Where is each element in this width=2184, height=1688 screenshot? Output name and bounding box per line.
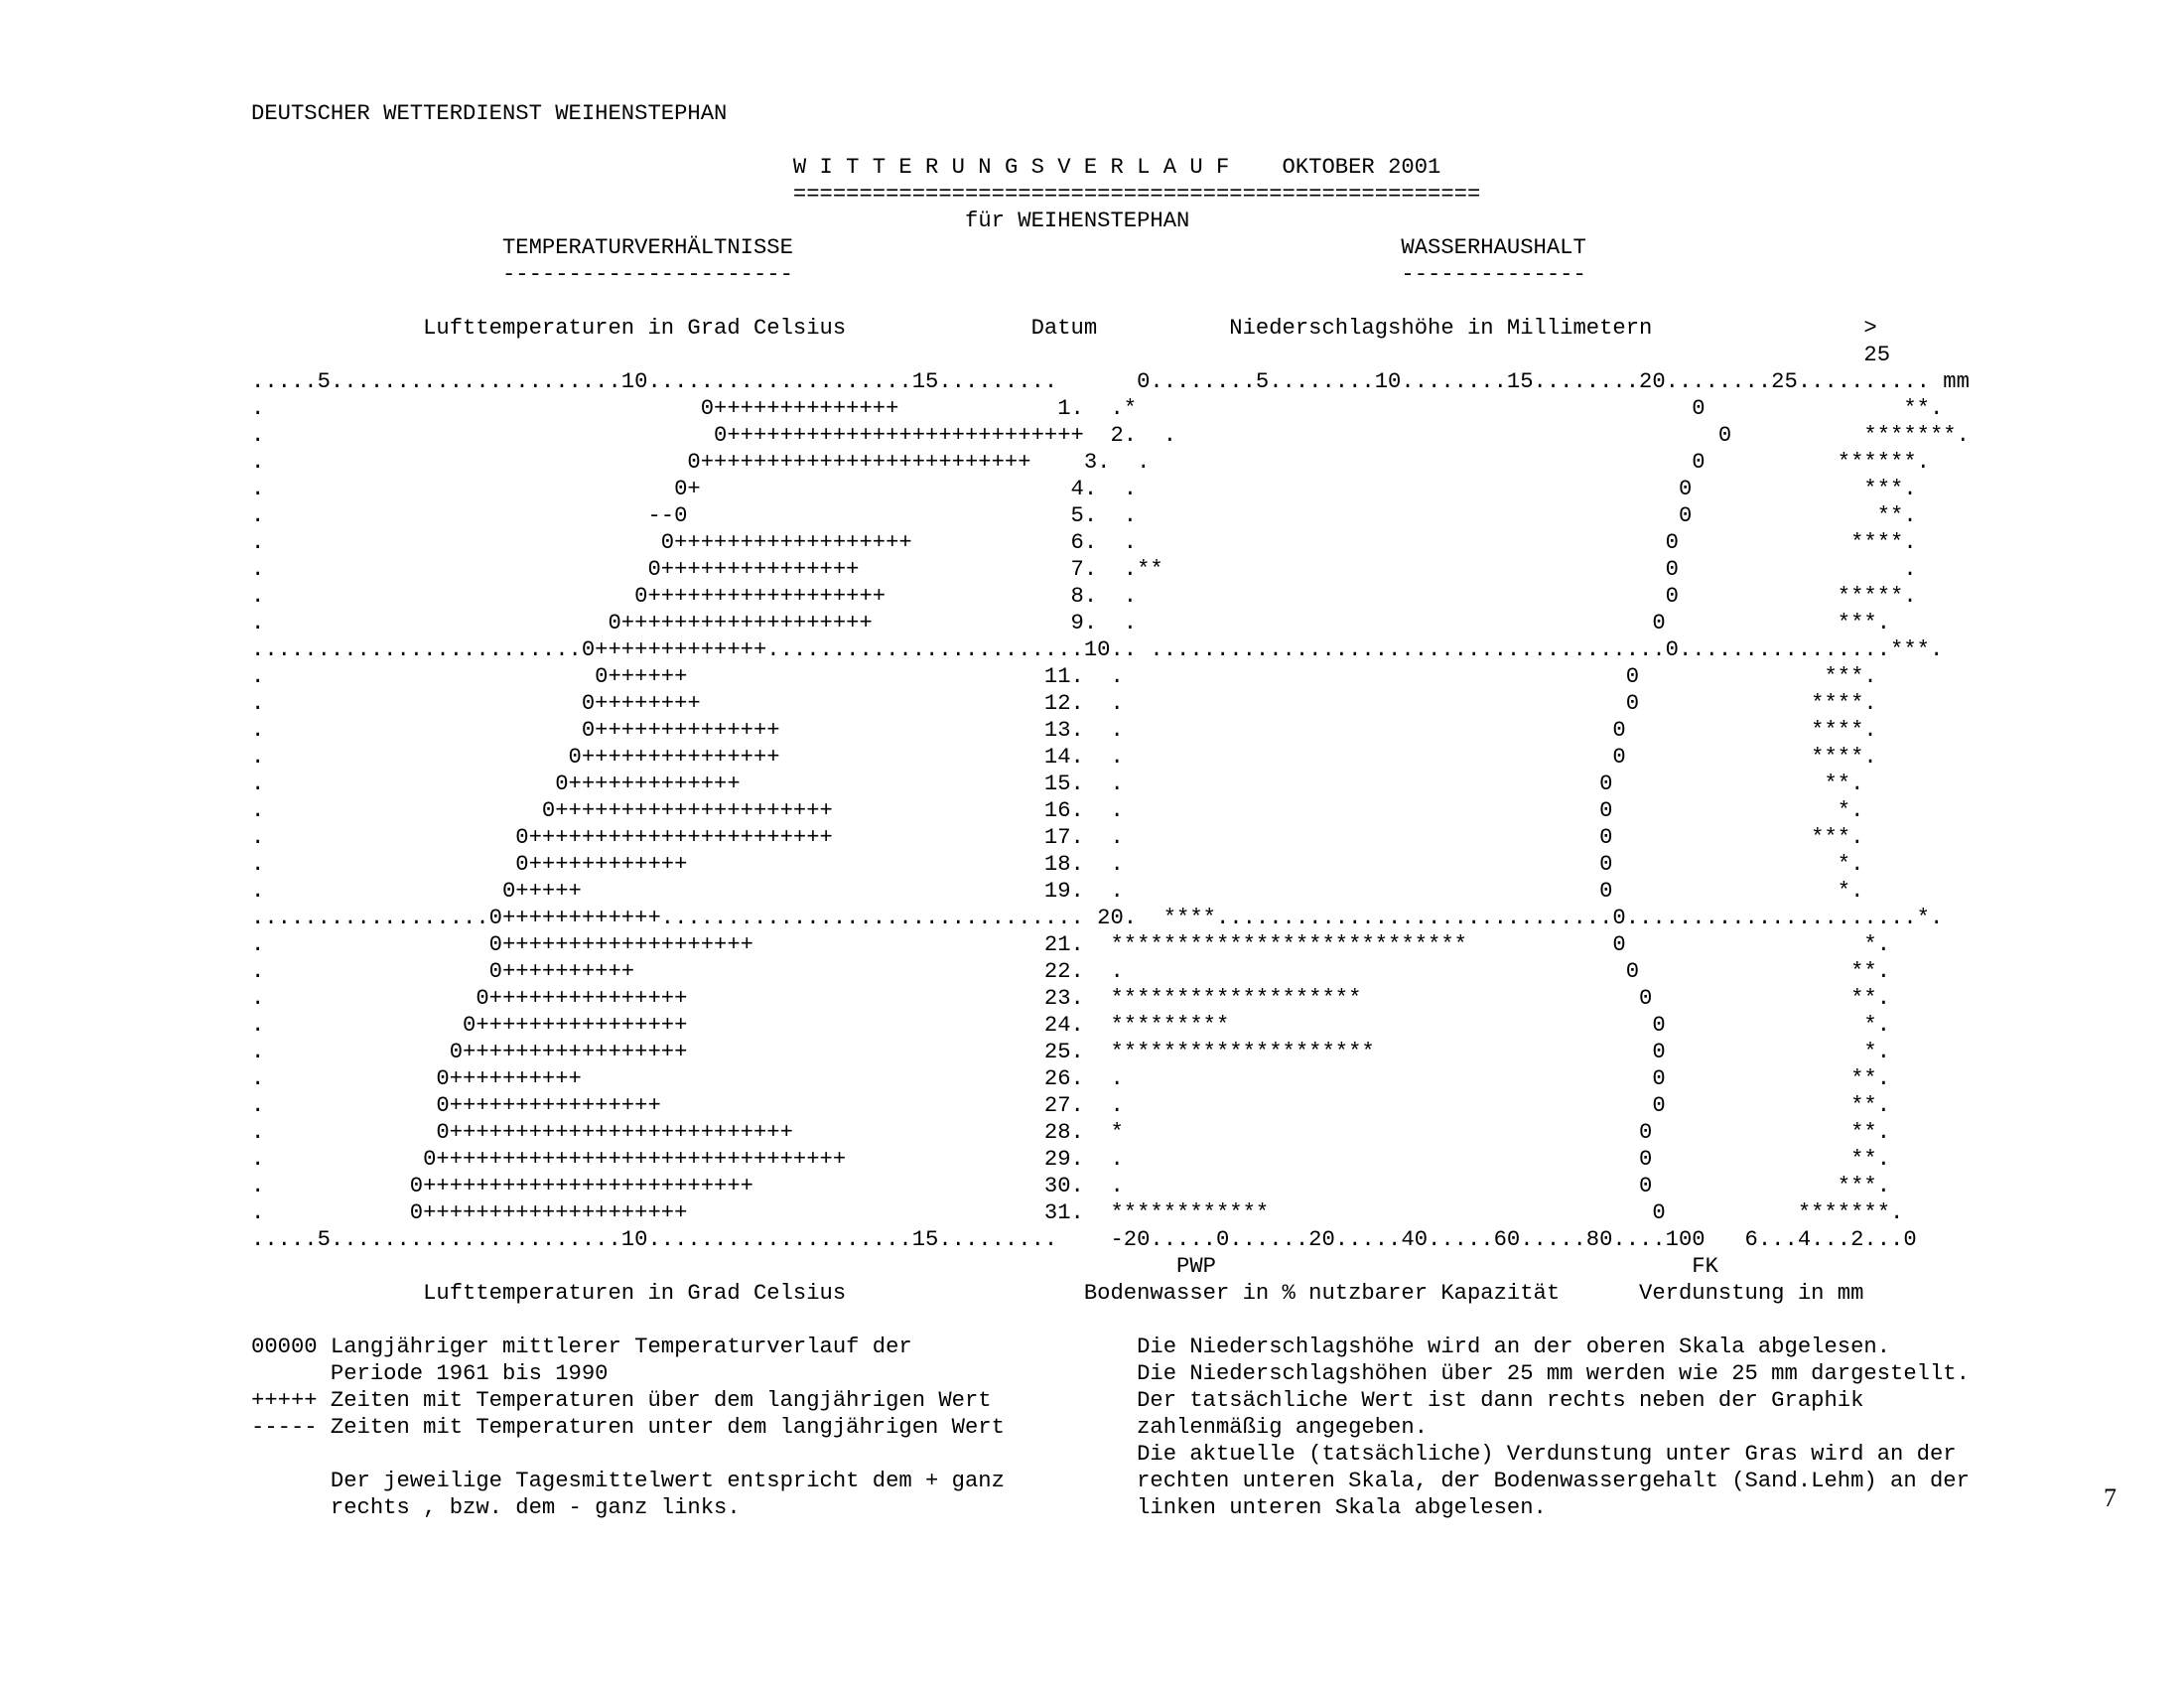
legend-line-6: Der jeweilige Tagesmittelwert entspricht dem + ganz rechten unteren Skala, der Bodenwassergehalt (Sand.Lehm) an der xyxy=(251,1469,1970,1493)
chart-line-14: . 0++++++ 11. . 0 ***. xyxy=(251,664,1877,689)
chart-line-23: ..................0++++++++++++................................ 20. ****..............................0......................*. xyxy=(251,906,1944,930)
chart-line-13: .........................0+++++++++++++........................10.. .......................................0................***. xyxy=(251,637,1944,662)
section-right-rule: -------------- xyxy=(1401,262,1586,287)
chart-line-7: . 0+ 4. . 0 ***. xyxy=(251,477,1917,501)
chart-line-34: . 0++++++++++++++++++++ 31. ************ 0 *******. xyxy=(251,1200,1904,1225)
weather-report xyxy=(251,100,1970,1521)
weather-chart xyxy=(251,315,1970,1307)
legend-line-3: +++++ Zeiten mit Temperaturen über dem langjährigen Wert Der tatsächliche Wert ist dann rechts neben der Graphik xyxy=(251,1388,1864,1413)
section-left-rule: ---------------------- xyxy=(501,262,793,287)
chart-line-9: . 0++++++++++++++++++ 6. . 0 ****. xyxy=(251,530,1917,555)
chart-line-35: .....5......................10....................15......... -20.....0......20.....40.....60.....80....100 6...4...2...0 xyxy=(251,1227,1917,1252)
chart-line-18: . 0+++++++++++++ 15. . 0 **. xyxy=(251,772,1864,796)
chart-line-22: . 0+++++ 19. . 0 *. xyxy=(251,879,1864,904)
chart-line-24: . 0+++++++++++++++++++ 21. *************************** 0 *. xyxy=(251,932,1891,957)
chart-line-25: . 0++++++++++ 22. . 0 **. xyxy=(251,959,1891,984)
report-subtitle: für WEIHENSTEPHAN xyxy=(965,209,1190,233)
legend-line-2: Periode 1961 bis 1990 Die Niederschlagshöhen über 25 mm werden wie 25 mm dargestellt. xyxy=(251,1361,1970,1386)
chart-line-2: 25 xyxy=(251,343,1891,367)
chart-line-20: . 0+++++++++++++++++++++++ 17. . 0 ***. xyxy=(251,825,1864,850)
legend-line-5: Die aktuelle (tatsächliche) Verdunstung unter Gras wird an der xyxy=(251,1442,1957,1467)
chart-line-19: . 0+++++++++++++++++++++ 16. . 0 *. xyxy=(251,798,1864,823)
chart-line-3: .....5......................10....................15......... 0........5........10........15........20........25.......... mm xyxy=(251,369,1970,394)
chart-line-16: . 0++++++++++++++ 13. . 0 ****. xyxy=(251,718,1877,743)
chart-line-31: . 0++++++++++++++++++++++++++ 28. * 0 **. xyxy=(251,1120,1891,1145)
section-right-heading: WASSERHAUSHALT xyxy=(1401,235,1586,260)
report-title-line xyxy=(251,154,1970,181)
title-rule: ==================================================== xyxy=(792,182,1481,207)
legend-line-1: 00000 Langjähriger mittlerer Temperaturverlauf der Die Niederschlagshöhe wird an der oberen Skala abgelesen. xyxy=(251,1335,1891,1359)
chart-line-30: . 0++++++++++++++++ 27. . 0 **. xyxy=(251,1093,1891,1118)
title-rule-line xyxy=(251,181,1970,208)
chart-line-12: . 0+++++++++++++++++++ 9. . 0 ***. xyxy=(251,611,1891,635)
chart-line-1: Lufttemperaturen in Grad Celsius Datum Niederschlagshöhe in Millimetern > xyxy=(251,316,1877,341)
chart-line-10: . 0+++++++++++++++ 7. .** 0 . xyxy=(251,557,1917,582)
chart-line-37: Lufttemperaturen in Grad Celsius Bodenwasser in % nutzbarer Kapazität Verdunstung in mm xyxy=(251,1281,1864,1306)
chart-line-21: . 0++++++++++++ 18. . 0 *. xyxy=(251,852,1864,877)
chart-line-6: . 0+++++++++++++++++++++++++ 3. . 0 ******. xyxy=(251,450,1930,475)
subtitle-line xyxy=(251,208,1970,234)
chart-line-29: . 0++++++++++ 26. . 0 **. xyxy=(251,1066,1891,1091)
report-title: W I T T E R U N G S V E R L A U F OKTOBER 2001 xyxy=(792,155,1441,180)
chart-line-33: . 0+++++++++++++++++++++++++ 30. . 0 ***. xyxy=(251,1174,1891,1198)
institution-heading: DEUTSCHER WETTERDIENST WEIHENSTEPHAN xyxy=(251,101,728,126)
chart-line-4: . 0++++++++++++++ 1. .* 0 **. xyxy=(251,396,1944,421)
chart-line-26: . 0+++++++++++++++ 23. ******************* 0 **. xyxy=(251,986,1891,1011)
chart-line-8: . --0 5. . 0 **. xyxy=(251,503,1917,528)
chart-line-28: . 0+++++++++++++++++ 25. ******************** 0 *. xyxy=(251,1040,1891,1064)
chart-line-5: . 0+++++++++++++++++++++++++++ 2. . 0 *******. xyxy=(251,423,1970,448)
section-rules xyxy=(251,261,1970,288)
chart-line-36: PWP FK xyxy=(251,1254,1718,1279)
section-left-heading: TEMPERATURVERHÄLTNISSE xyxy=(501,235,793,260)
legend-line-7: rechts , bzw. dem - ganz links. linken unteren Skala abgelesen. xyxy=(251,1495,1547,1520)
legend-notes xyxy=(251,1334,1970,1521)
legend-line-4: ----- Zeiten mit Temperaturen unter dem langjährigen Wert zahlenmäßig angegeben. xyxy=(251,1415,1429,1440)
page-number: 7 xyxy=(2104,1483,2116,1512)
section-headings xyxy=(251,234,1970,261)
chart-line-17: . 0+++++++++++++++ 14. . 0 ****. xyxy=(251,745,1877,770)
chart-line-11: . 0++++++++++++++++++ 8. . 0 *****. xyxy=(251,584,1917,609)
chart-line-15: . 0++++++++ 12. . 0 ****. xyxy=(251,691,1877,716)
chart-line-32: . 0+++++++++++++++++++++++++++++++ 29. . 0 **. xyxy=(251,1147,1891,1172)
chart-line-27: . 0++++++++++++++++ 24. ********* 0 *. xyxy=(251,1013,1891,1038)
